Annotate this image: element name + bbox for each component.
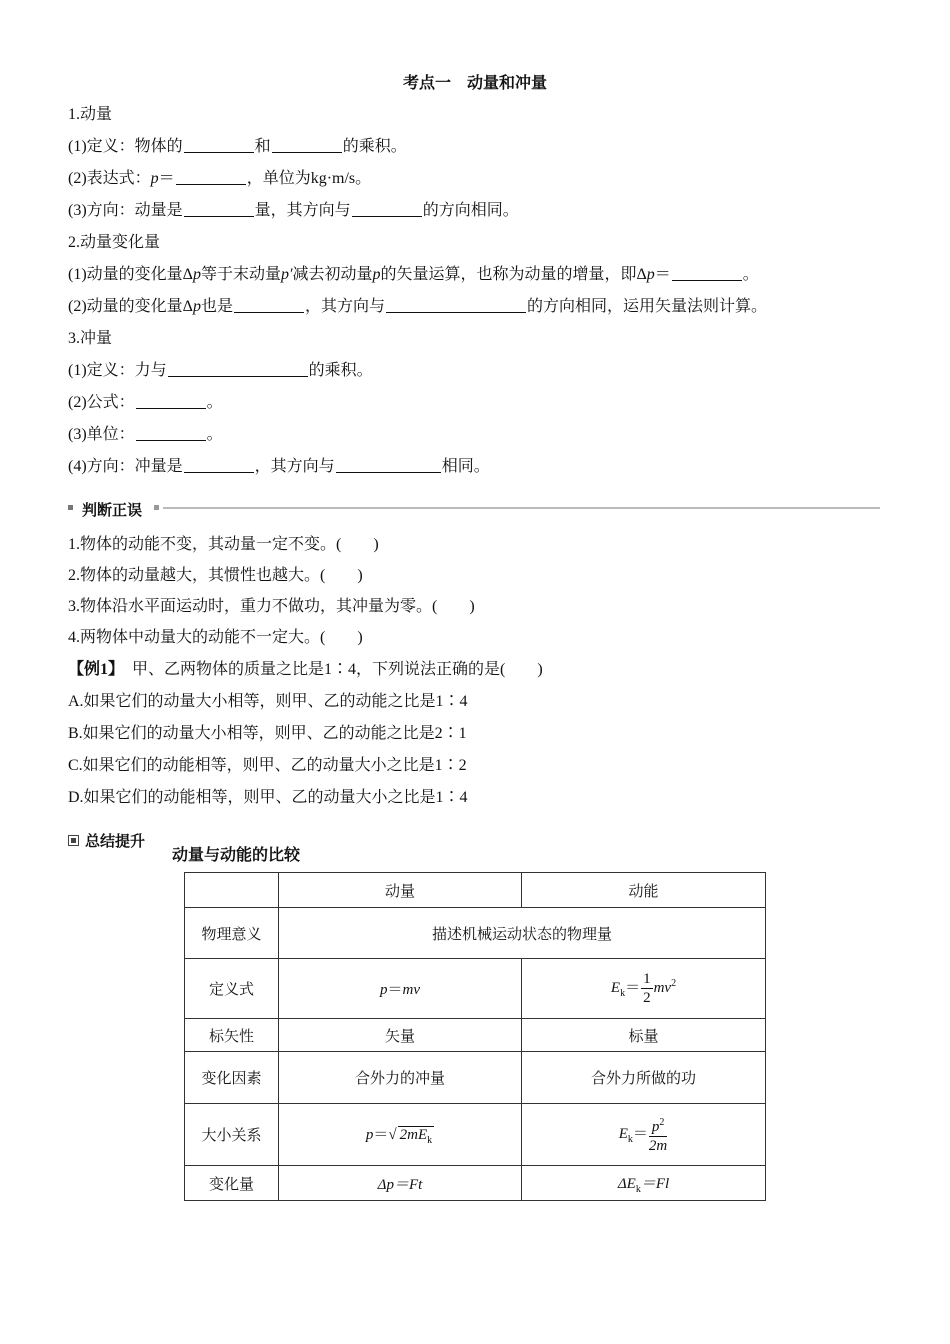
table-cell: 矢量 <box>279 1019 522 1052</box>
fill-blank <box>184 136 254 153</box>
table-cell: Δp＝Ft <box>279 1166 522 1201</box>
momentum-formula: p＝mv <box>279 959 522 1019</box>
sqrt-sign-icon: √ <box>388 1127 397 1143</box>
example-1 <box>68 657 898 817</box>
row-label: 物理意义 <box>185 908 279 959</box>
heading-momentum-change: 2.动量变化量 <box>68 234 161 251</box>
table-row <box>185 959 766 1019</box>
table-header-kinetic-energy: 动能 <box>522 873 766 908</box>
fraction: $\frac{p^2}{2m}$ <box>649 1114 667 1155</box>
fill-blank <box>168 360 308 377</box>
table-row <box>185 1166 766 1201</box>
divider <box>163 507 880 509</box>
fill-blank <box>336 456 441 473</box>
fill-blank <box>386 296 526 313</box>
table-title: 动量与动能的比较 <box>172 845 301 864</box>
judge-item: 1.物体的动能不变，其动量一定不变。( ) <box>68 536 379 553</box>
fill-blank <box>136 392 206 409</box>
square-bullet-icon <box>68 505 73 510</box>
fill-blank <box>234 296 304 313</box>
judge-list <box>68 532 898 656</box>
momentum-magnitude-formula: p＝√ $2mE_k$ <box>279 1104 522 1166</box>
fill-blank <box>672 264 742 281</box>
table-cell: 合外力所做的功 <box>522 1052 766 1104</box>
heading-impulse: 3.冲量 <box>68 330 113 347</box>
summary-box-icon <box>68 835 79 846</box>
table-row <box>185 1052 766 1104</box>
kinetic-energy-magnitude-formula: $E_k=$ $\frac{p^2}{2m}$ <box>522 1104 766 1166</box>
square-bullet-icon <box>154 505 159 510</box>
momentum-direction: (3)方向：动量是 量，其方向与 的方向相同。 <box>68 202 519 219</box>
content-section-momentum <box>68 102 898 486</box>
impulse-direction: (4)方向：冲量是 ，其方向与 相同。 <box>68 458 490 475</box>
option-a: A.如果它们的动量大小相等，则甲、乙的动能之比是1∶4 <box>68 693 468 710</box>
row-label: 定义式 <box>185 959 279 1019</box>
momentum-definition: (1)定义：物体的 和 的乘积。 <box>68 138 407 155</box>
table-row <box>185 873 766 908</box>
fill-blank <box>184 200 254 217</box>
fill-blank <box>184 456 254 473</box>
fill-blank <box>352 200 422 217</box>
table-cell <box>185 873 279 908</box>
fill-blank <box>176 168 246 185</box>
judge-item: 4.两物体中动量大的动能不一定大。( ) <box>68 629 363 646</box>
option-c: C.如果它们的动能相等，则甲、乙的动量大小之比是1∶2 <box>68 757 467 774</box>
impulse-formula: (2)公式： 。 <box>68 394 223 411</box>
fill-blank <box>272 136 342 153</box>
row-label: 标矢性 <box>185 1019 279 1052</box>
impulse-unit: (3)单位： 。 <box>68 426 223 443</box>
momentum-change-line2: (2)动量的变化量Δp也是 ，其方向与 的方向相同，运用矢量法则计算。 <box>68 298 767 315</box>
kinetic-energy-formula: $E_k=$ $\frac{1}{2}$ $mv^2$ <box>522 959 766 1019</box>
fraction: $\frac{1}{2}$ <box>643 971 651 1006</box>
table-cell: 标量 <box>522 1019 766 1052</box>
momentum-change-line1: (1)动量的变化量Δp等于末动量p′减去初动量p的矢量运算，也称为动量的增量，即Δp＝ 。 <box>68 266 759 283</box>
fill-blank <box>136 424 206 441</box>
page-title: 考点一 动量和冲量 <box>402 73 547 92</box>
table-header-momentum: 动量 <box>279 873 522 908</box>
table-row <box>185 1104 766 1166</box>
option-b: B.如果它们的动量大小相等，则甲、乙的动能之比是2∶1 <box>68 725 467 742</box>
judge-section-header: 判断正误 <box>68 498 880 518</box>
table-cell: 合外力的冲量 <box>279 1052 522 1104</box>
impulse-definition: (1)定义：力与 的乘积。 <box>68 362 373 379</box>
judge-item: 2.物体的动量越大，其惯性也越大。( ) <box>68 567 363 584</box>
comparison-table <box>184 872 766 1201</box>
example-question: 【例1】 甲、乙两物体的质量之比是1∶4，下列说法正确的是( ) <box>68 661 543 678</box>
table-row <box>185 1019 766 1052</box>
table-row <box>185 908 766 959</box>
row-label: 大小关系 <box>185 1104 279 1166</box>
heading-momentum: 1.动量 <box>68 106 113 123</box>
row-label: 变化量 <box>185 1166 279 1201</box>
judge-item: 3.物体沿水平面运动时，重力不做功，其冲量为零。( ) <box>68 598 475 615</box>
row-label: 变化因素 <box>185 1052 279 1104</box>
table-cell: 描述机械运动状态的物理量 <box>279 908 766 959</box>
example-tag: 【例1】 <box>68 661 117 678</box>
summary-header: 总结提升 <box>68 830 145 851</box>
momentum-expression: (2)表达式：p＝ ，单位为kg·m/s。 <box>68 170 372 187</box>
table-cell: $\Delta E_k=Fl$ <box>522 1166 766 1201</box>
option-d: D.如果它们的动能相等，则甲、乙的动量大小之比是1∶4 <box>68 789 468 806</box>
sqrt-body: $2mE_k$ <box>399 1127 433 1146</box>
